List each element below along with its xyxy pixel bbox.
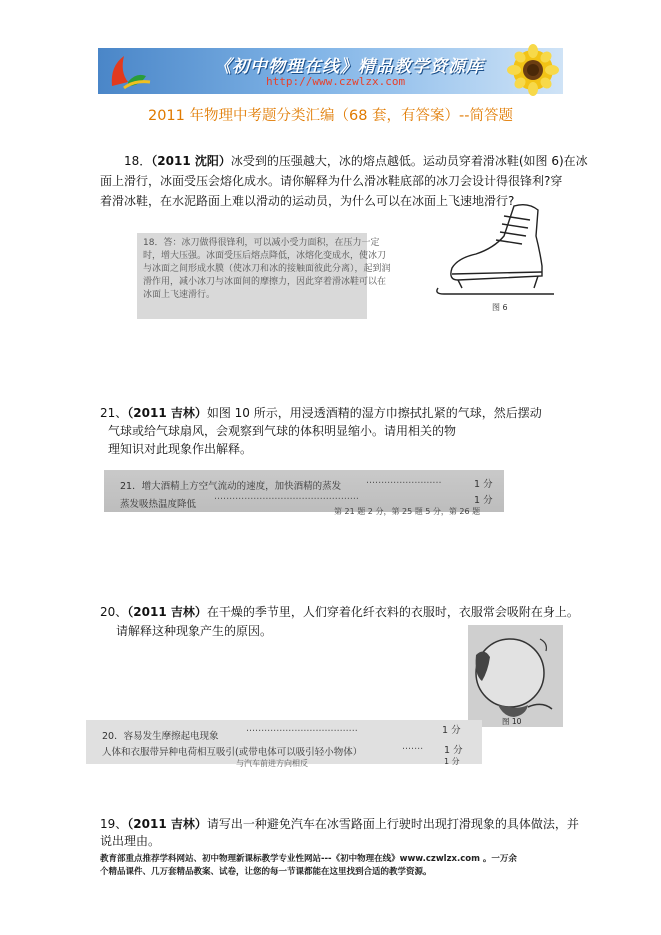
q18-answer-line: 与冰面之间形成水膜（使冰刀和冰的接触面彼此分离），起到润	[143, 264, 391, 274]
skate-figure-label: 图 6	[492, 303, 508, 312]
q21-number: 21、	[100, 406, 128, 420]
q18-number: 18．	[124, 154, 152, 168]
q18-answer-line: 18．答：冰刀做得很锋利，可以减小受力面积，在压力一定	[143, 238, 380, 248]
q20-answer-scan	[86, 720, 482, 768]
q21-source: （2011 吉林）	[127, 406, 207, 420]
q21-text-1: 如图 10 所示，用浸透酒精的湿方巾擦拭扎紧的气球，然后摆动	[206, 406, 542, 420]
q18-text-1: 冰受到的压强越大，冰的熔点越低。运动员穿着滑冰鞋(如图 6)在冰	[230, 154, 588, 168]
q20-answer-line1: 20．容易发生摩擦起电现象	[102, 731, 219, 742]
q21-score2: 1 分	[474, 495, 493, 506]
q21-answer-line1: 21．增大酒精上方空气流动的速度，加快酒精的蒸发	[120, 481, 342, 492]
q20-line1	[100, 603, 579, 622]
q19-text-1: 请写出一种避免汽车在冰雪路面上行驶时出现打滑现象的具体做法，并	[206, 817, 579, 831]
q18-answer-line: 冰面上飞速滑行。	[143, 290, 216, 300]
site-banner	[98, 48, 563, 94]
q21-score1: 1 分	[474, 479, 493, 490]
q20-score1: 1 分	[442, 725, 461, 736]
q20-source: （2011 吉林）	[127, 605, 207, 619]
q18-source: （2011 沈阳）	[151, 154, 231, 168]
balloon-figure-label: 图 10	[502, 717, 522, 726]
banner-url[interactable]: http://www.czwlzx.com	[266, 75, 406, 88]
q18-text-3: 着滑冰鞋，在水泥路面上难以滑动的运动员，为什么可以在冰面上飞速地滑行?	[100, 194, 515, 208]
q21-text-3: 理知识对此现象作出解释。	[108, 442, 253, 456]
document-title: 2011 年物理中考题分类汇编（68 套，有答案）--简答题	[147, 108, 514, 124]
q18-answer-scan	[137, 233, 391, 319]
dotted-leader: ·······	[402, 744, 424, 755]
balloon-icon	[468, 625, 563, 727]
q18-answer-line: 滑作用，减小冰刀与冰面间的摩擦力，因此穿着滑冰鞋可以在	[143, 277, 387, 287]
q21-line1	[100, 404, 542, 423]
q20-score3: 1 分	[444, 757, 460, 766]
footer-line1: 教育部重点推荐学科网站、初中物理新课标教学专业性网站---《初中物理在线》www.czwlzx.com 。一万余	[100, 854, 517, 864]
dotted-leader: ················································	[214, 494, 359, 505]
balloon-figure	[468, 625, 563, 727]
banner-title: 《初中物理在线》精品教学资源库	[214, 57, 484, 77]
q20-answer-line3: 与汽车前进方向相反	[236, 759, 308, 768]
q20-answer-line2: 人体和衣服带异种电荷相互吸引(或带电体可以吸引轻小物体）	[102, 747, 363, 758]
q18-text-2: 面上滑行，冰面受压会熔化成水。请你解释为什么滑冰鞋底部的冰刀会设计得很锋利?穿	[100, 174, 563, 188]
page-footer	[100, 853, 560, 879]
sunflower-icon	[493, 48, 563, 94]
site-logo-icon	[106, 52, 152, 90]
q18-answer-line: 时，增大压强。冰面受压后熔点降低，冰熔化变成水，使冰刀	[143, 251, 387, 261]
q19-number: 19、	[100, 817, 128, 831]
dotted-leader: ·························	[366, 478, 442, 489]
q21-cut-text: 第 21 题 2 分，第 25 题 5 分，第 26 题	[334, 507, 481, 516]
footer-line2: 个精品课件、几万套精品教案、试卷，让您的每一节课都能在这里找到合适的教学资源。	[100, 867, 432, 877]
q18-line1	[124, 152, 588, 171]
q19-source: （2011 吉林）	[127, 817, 207, 831]
q20-text-1: 在干燥的季节里，人们穿着化纤衣料的衣服时，衣服常会吸附在身上。	[206, 605, 579, 619]
q20-score2: 1 分	[444, 745, 463, 756]
q20-text-2: 请解释这种现象产生的原因。	[116, 624, 273, 638]
q21-answer-line2: 蒸发吸热温度降低	[120, 499, 197, 510]
q21-text-2: 气球或给气球扇风，会观察到气球的体积明显缩小。请用相关的物	[108, 424, 457, 438]
ice-skate-figure	[418, 196, 560, 316]
q21-answer-scan	[104, 470, 504, 516]
q20-number: 20、	[100, 605, 128, 619]
dotted-leader: ·····································	[246, 726, 358, 737]
q19-line1	[100, 815, 579, 834]
q19-text-2: 说出理由。	[100, 834, 161, 848]
